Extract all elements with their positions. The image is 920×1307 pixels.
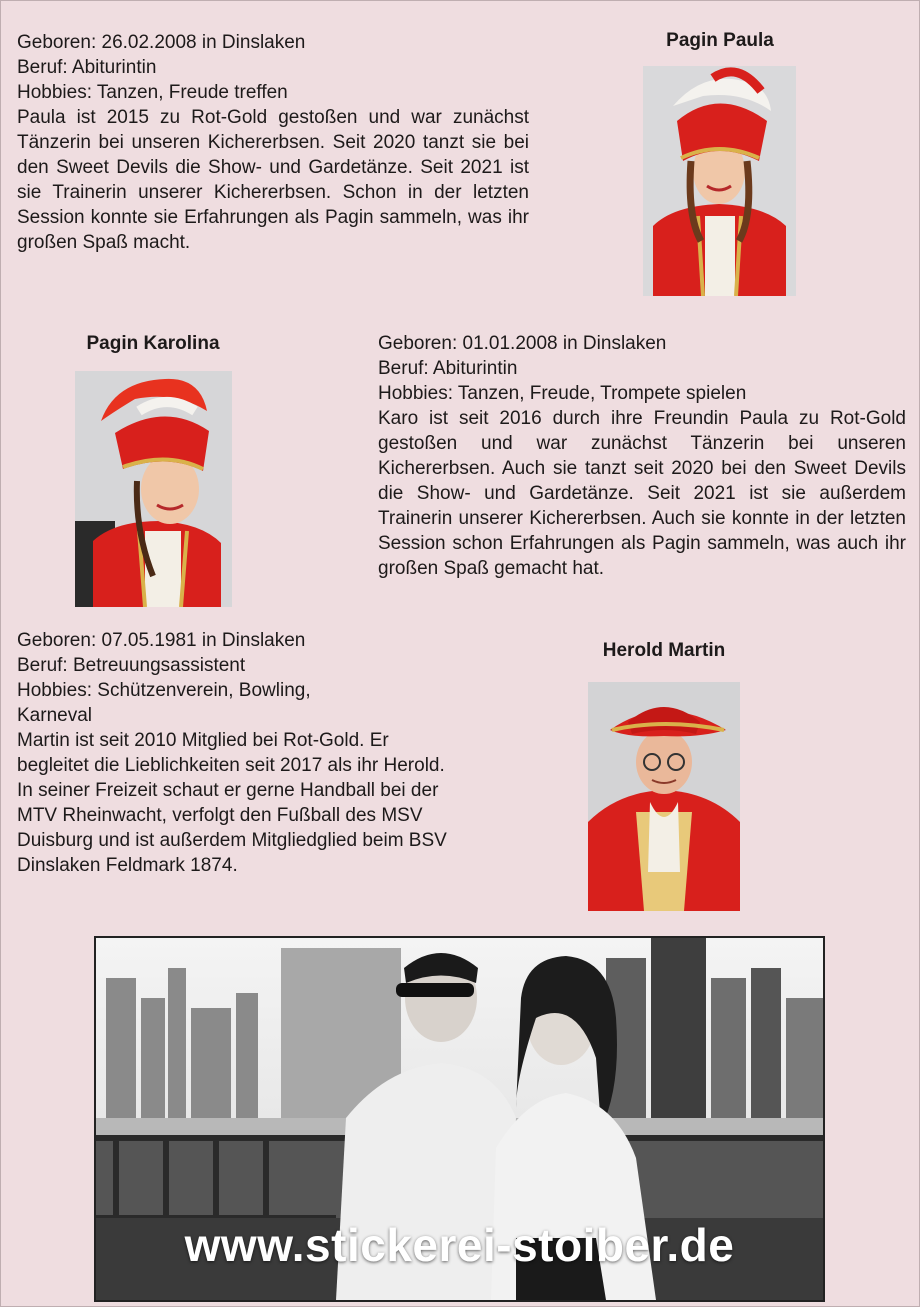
karolina-job: Beruf: Abiturintin (378, 358, 518, 379)
martin-photo (588, 682, 740, 911)
paula-born: Geboren: 26.02.2008 in Dinslaken (17, 32, 306, 53)
martin-info (17, 628, 457, 878)
karolina-info (378, 331, 906, 581)
paula-caption: Pagin Paula (666, 30, 774, 51)
martin-job: Beruf: Betreuungsassistent (17, 655, 246, 676)
website-url: www.stickerei-stoiber.de (184, 1219, 735, 1271)
martin-born: Geboren: 07.05.1981 in Dinslaken (17, 630, 306, 651)
paula-info (17, 30, 529, 255)
karolina-photo (75, 371, 232, 607)
paula-hobbies: Hobbies: Tanzen, Freude treffen (17, 82, 288, 103)
paula-photo (643, 66, 796, 296)
advertisement-banner (94, 936, 825, 1302)
paula-bio: Paula ist 2015 zu Rot-Gold gestoßen und war zunächst Tänzerin bei unseren Kichererbsen. Seit 2020 tanzt sie bei den Sweet Devils die Show- und Gardetänze. Seit 2021 ist sie Trainerin unserer Kichererbsen. Schon in der letzten Session konnte sie Erfahrungen als Pagin sammeln, was ihr großen Spaß macht. (17, 107, 529, 253)
karolina-hobbies: Hobbies: Tanzen, Freude, Trompete spielen (378, 383, 747, 404)
martin-bio: Martin ist seit 2010 Mitglied bei Rot-Gold. Er begleitet die Lieblichkeiten seit 2017 als ihr Herold. In seiner Freizeit schaut er gerne Handball bei der MTV Rheinwacht, verfolgt den Fußball des MSV Duisburg und ist außerdem Mitgliedglied beim BSV Dinslaken Feldmark 1874. (17, 730, 447, 876)
karolina-caption: Pagin Karolina (86, 333, 220, 354)
martin-caption: Herold Martin (602, 640, 726, 661)
karolina-bio: Karo ist seit 2016 durch ihre Freundin Paula zu Rot-Gold gestoßen und war zunächst Tänzerin bei unseren Kichererbsen. Auch sie tanzt seit 2020 bei den Sweet Devils die Show- und Gardetänze. Seit 2021 ist sie außerdem Trainerin unserer Kichererbsen. Auch sie konnte in der letzten Session schon Erfahrungen als Pagin sammeln, was auch ihr großen Spaß gemacht hat. (378, 408, 906, 579)
karolina-born: Geboren: 01.01.2008 in Dinslaken (378, 333, 667, 354)
martin-hobbies: Hobbies: Schützenverein, Bowling, Karneval (17, 680, 311, 726)
paula-job: Beruf: Abiturintin (17, 57, 157, 78)
